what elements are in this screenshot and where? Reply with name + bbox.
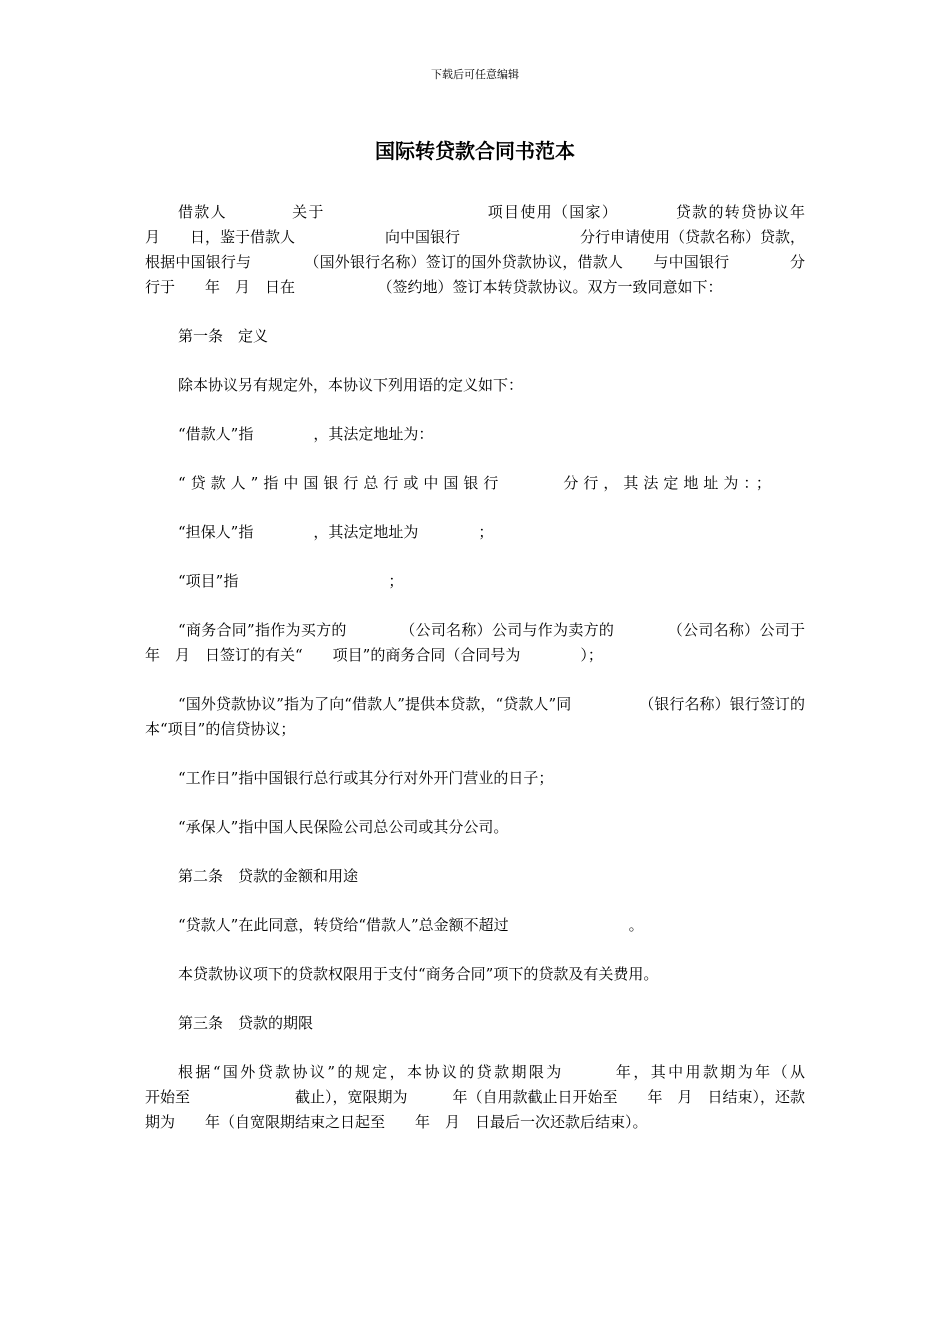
definition-working-day: “工作日”指中国银行总行或其分行对外开门营业的日子；: [178, 769, 554, 787]
article-1-heading: 第一条 定义: [178, 327, 269, 345]
loan-amount-paragraph: “贷款人”在此同意，转贷给“借款人”总金额不超过 。: [178, 916, 644, 934]
document-title: 国际转贷款合同书范本: [375, 139, 575, 163]
header-note: 下载后可任意编辑: [431, 68, 519, 81]
definition-guarantor: “担保人”指 ，其法定地址为 ；: [178, 523, 494, 541]
loan-purpose-paragraph: 本贷款协议项下的贷款权限用于支付“商务合同”项下的贷款及有关费用。: [178, 965, 659, 983]
definition-borrower: “借款人”指 ，其法定地址为：: [178, 425, 434, 443]
definition-lender: “贷款人”指中国银行总行或中国银行 分行，其法定地址为：；: [178, 474, 776, 492]
definitions-intro: 除本协议另有规定外，本协议下列用语的定义如下：: [178, 376, 524, 394]
article-3-heading: 第三条 贷款的期限: [178, 1014, 314, 1032]
definition-insurer: “承保人”指中国人民保险公司总公司或其分公司。: [178, 818, 509, 836]
definition-foreign-loan-agreement: “国外贷款协议”指为了向“借款人”提供本贷款，“贷款人”同 （银行名称）银行签订的本“项目”的信贷协议；: [145, 695, 805, 738]
loan-term-paragraph: 根据“国外贷款协议”的规定，本协议的贷款期限为 年，其中用款期为年（从 开始至 截止），宽限期为 年（自用款截止日开始至 年 月 日结束），还款期为 年（自宽限期结束之日起至 年 月 日最后一次还款后结束）。: [145, 1063, 911, 1131]
preamble-paragraph: 借款人 关于 项目使用（国家） 贷款的转贷协议年 月 日，鉴于借款人 向中国银行 分行申请使用（贷款名称）贷款，根据中国银行与 （国外银行名称）签订的国外贷款协议，借款人 与中国银行 分行于 年 月 日在 （签约地）签订本转贷款协议。双方一致同意如下：: [145, 203, 866, 296]
definition-commercial-contract: “商务合同”指作为买方的 （公司名称）公司与作为卖方的 （公司名称）公司于 年 月 日签订的有关“ 项目”的商务合同（合同号为 ）；: [145, 621, 836, 664]
article-2-heading: 第二条 贷款的金额和用途: [178, 867, 359, 885]
document-body: [145, 200, 911, 1135]
definition-project: “项目”指 ；: [178, 572, 404, 590]
